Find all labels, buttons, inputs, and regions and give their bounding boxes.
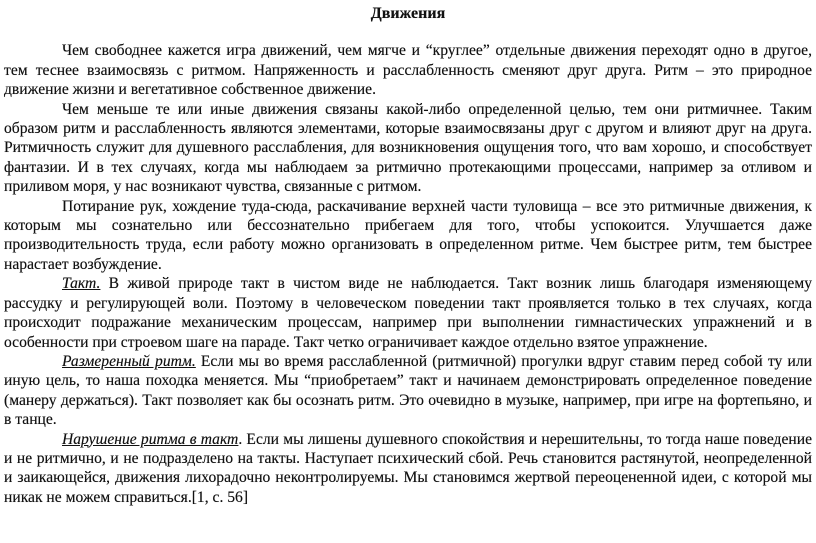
paragraph-4 xyxy=(4,274,812,352)
paragraph-5-text: Если мы во время расслабленной (ритмичной) прогулки вдруг ставим перед собой ту или иную цель, то наша походка меняется. Мы “приобретаем” такт и начинаем демонстрировать определенное поведение (манеру держаться). Такт позволяет как бы осознать ритм. Это очевидно в музыке, например, при игре на фортепьяно, и в танце. xyxy=(4,352,812,429)
document-title: Движения xyxy=(370,5,446,22)
paragraph-3 xyxy=(4,197,812,275)
paragraph-2 xyxy=(4,100,812,197)
paragraph-6 xyxy=(4,430,812,508)
paragraph-6-text: . Если мы лишены душевного спокойствия и нерешительны, то тогда наше поведение и не ритмично, и не подразделено на такты. Наступает психический сбой. Речь становится растянутой, неопределенной и заикающейся, движения лихорадочно неконтролируемы. Мы становимся жертвой переоцененной идеи, с которой мы никак не можем справиться.[1, с. 56] xyxy=(4,430,813,506)
term-measured-rhythm: Размеренный ритм. xyxy=(62,352,196,370)
term-takt: Такт. xyxy=(62,275,101,293)
paragraph-4-text: В живой природе такт в чистом виде не наблюдается. Такт возник лишь благодаря изменяющему рассудку и регулирующей воли. Поэтому в человеческом поведении такт проявляется только в тех случаях, когда происходит подражание механическим процессам, например при выполнении гимнастических упражнений и в особенности при строевом шаге на параде. Такт четко ограничивает каждое отдельно взятое упражнение. xyxy=(4,275,812,351)
paragraph-1 xyxy=(4,41,812,99)
paragraph-2-text: Чем меньше те или иные движения связаны какой-либо определенной целью, тем они ритмичнее. Таким образом ритм и расслабленность являются элементами, которые взаимосвязаны друг с другом и влияют друг на друга. Ритмичность служит для душевного расслабления, для возникновения ощущения того, что вам хорошо, и способствует фантазии. И в тех случаях, когда мы наблюдаем за ритмично протекающими процессами, например за отливом и приливом моря, у нас возникают чувства, связанные с ритмом. xyxy=(4,100,812,196)
paragraph-5 xyxy=(4,352,812,430)
paragraph-1-text: Чем свободнее кажется игра движений, чем мягче и “круглее” отдельные движения переходят одно в другое, тем теснее взаимосвязь с ритмом. Напряженность и расслабленность сменяют друг друга. Ритм – это природное движение жизни и вегетативное собственное движение. xyxy=(4,42,812,99)
term-rhythm-disruption: Нарушение ритма в такт xyxy=(62,430,239,448)
paragraph-3-text: Потирание рук, хождение туда-сюда, раскачивание верхней части туловища – все это ритмичные движения, к которым мы сознательно или бессознательно прибегаем для того, чтобы успокоится. Улучшается даже производительность труда, если работу можно организовать в определенном ритме. Чем быстрее ритм, тем быстрее нарастает возбуждение. xyxy=(4,197,812,273)
